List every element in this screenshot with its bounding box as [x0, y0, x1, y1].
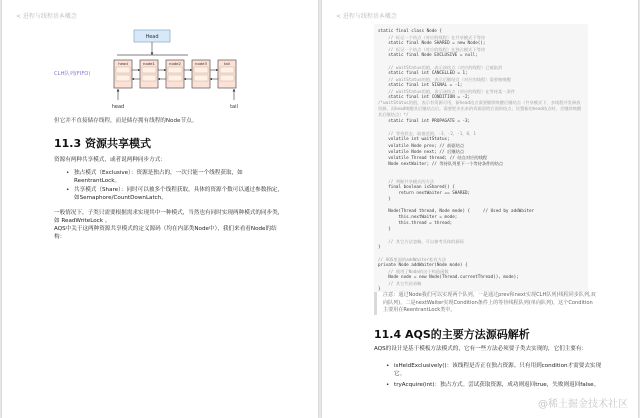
left-page [2, 0, 318, 418]
queue-node-5 [218, 60, 236, 88]
diagram-caption: 但它并不直接储存线程，而是储存拥有线程的Node节点。 [54, 118, 198, 124]
code-line: Node(Thread thread, Node mode) { // Used by addWaiter [378, 209, 535, 214]
isheldexclusively-bullet: • isHeldExclusively()：该线程是否正在独占资源。只有用到condition才需要去实现它。 [394, 362, 604, 378]
svg-text:tail: tail [224, 61, 230, 66]
code-line: // 判断共享模式的方法 [378, 180, 435, 185]
code-line: // 其它代码省略 [378, 282, 422, 287]
svg-text:node3: node3 [195, 61, 207, 66]
code-line: // waitStatus的值，表示该结点（对应的线程）已被取消 [378, 66, 503, 71]
clh-note: 注意：通过Node我们可以实现两个队列，一是通过prev和next实现CLH队列(线程同步队列,双向队列)，二是nextWaiter实现Condition条件上的等待线程队列(单向队列)，这个Condition主要用在ReentrantLock类中。 [374, 292, 597, 315]
code-line: volatile Thread thread; // 结点对应的线程 [378, 156, 488, 161]
code-line: // 其它方法忽略，可以参考具体的源码 [378, 240, 464, 245]
code-line: // 使用了Node的这个构造函数 [378, 270, 449, 275]
code-line: return nextWaiter == SHARED; [378, 191, 471, 196]
code-line: static final Node SHARED = new Node(); [378, 41, 486, 46]
section-11-3-title: 11.3 资源共享模式 [54, 137, 151, 150]
code-line: Node node = new Node(Thread.currentThread(), mode); [378, 275, 519, 280]
exclusive-mode-bullet: • 独占模式（Exclusive）：资源是独占的，一次只能一个线程获取，如ReentrantLock。 [74, 169, 284, 185]
code-line: static final int CANCELLED = 1; [378, 71, 468, 76]
right-page [322, 0, 638, 418]
share-mode-intro: 资源有两种共享模式，或者说两种同步方式： [54, 157, 166, 163]
code-line: // waitStatus的值，表示该结点（对应的线程）在等待某一条件 [378, 90, 515, 95]
tryacquire-bullet: • tryAcquire(int)：独占方式。尝试获取资源，成功则返回true，失败则返回false。 [394, 381, 604, 389]
tail-pointer-label: tail [230, 104, 238, 110]
code-line: static final int SIGNAL = -1; [378, 83, 463, 88]
svg-text:head: head [118, 61, 128, 66]
code-line: volatile Node next; // 后继结点 [378, 150, 465, 155]
head-box-label: Head [145, 34, 159, 40]
svg-text:node2: node2 [169, 61, 181, 66]
clh-queue-diagram [2, 22, 318, 114]
right-page-header: < 进程与线程基本概念 [336, 13, 397, 20]
code-line: // 标记一个结点（对应的线程）在共享模式下等待 [378, 36, 486, 41]
left-page-header: < 进程与线程基本概念 [16, 13, 77, 20]
share-mode-bullet: • 共享模式（Share）：同时可以被多个线程获取，具体的资源个数可以通过参数指定，如Semaphore/CountDownLatch。 [74, 186, 284, 202]
code-line: static final Node EXCLUSIVE = null; [378, 53, 478, 58]
code-line: Node nextWaiter; // 等待队列里下一个等待条件的结点 [378, 162, 504, 167]
aqs-node-definition-note: AQS中关于这两种资源共享模式的定义源码（均在内部类Node中），我们来看看Node的结构： [54, 226, 277, 240]
code-line: this.nextWaiter = mode; [378, 215, 458, 220]
implementation-note: 一般情况下，子类只需要根据需求实现其中一种模式，当然也有同时实现两种模式的同步类，如 ReadWriteLock 。 [54, 210, 284, 224]
node-source-code [374, 24, 588, 292]
code-line: static final class Node { [378, 29, 442, 34]
code-line: static final int CONDITION = -2; [378, 95, 471, 100]
code-line: // waitStatus的值，表示后继结点（对应的线程）需要被唤醒 [378, 78, 511, 83]
section-11-4-title: 11.4 AQS的主要方法源码解析 [374, 328, 530, 341]
code-line: } [378, 287, 381, 292]
aqs-intro: AQS的设计是基于模板方法模式的，它有一些方法必须要子类去实现的，它们主要有： [374, 346, 588, 352]
code-line: final boolean isShared() { [378, 185, 455, 190]
code-line: } [378, 227, 391, 232]
clh-queue-label: CLH队列(FIFO) [54, 71, 91, 77]
code-line: // AQS里面的addWaiter私有方法 [378, 258, 447, 263]
code-line: private Node addWaiter(Node mode) { [378, 263, 468, 268]
svg-text:node1: node1 [143, 61, 155, 66]
code-line: volatile int waitStatus; [378, 137, 450, 142]
head-pointer-label: head [111, 104, 125, 110]
code-line: } [378, 245, 381, 250]
code-line: static final int PROPAGATE = -3; [378, 119, 471, 124]
queue-node-1 [114, 60, 132, 88]
code-line: volatile Node prev; // 前驱结点 [378, 144, 465, 149]
code-line: } [378, 197, 391, 202]
code-line: this.thread = thread; [378, 221, 453, 226]
code-line: // 标记一个结点（对应的线程）在独占模式下等待 [378, 48, 486, 53]
queue-node-4 [192, 60, 210, 88]
queue-node-3 [166, 60, 184, 88]
code-line: /*waitStatus的值，表示有资源可用，新head结点需要继续唤醒后继结点（共享模式下，多线程并发释放资源，而head唤醒其后继结点后，需要把多出来的资源留给后面的结点；设置新的head结点时，会继续唤醒其后继结点）*/ [378, 101, 582, 118]
watermark: @稀土掘金技术社区 [538, 399, 628, 410]
code-line: // 等待状态，取值范围，-3，-2，-1，0，1 [378, 132, 476, 137]
queue-node-2 [140, 60, 158, 88]
